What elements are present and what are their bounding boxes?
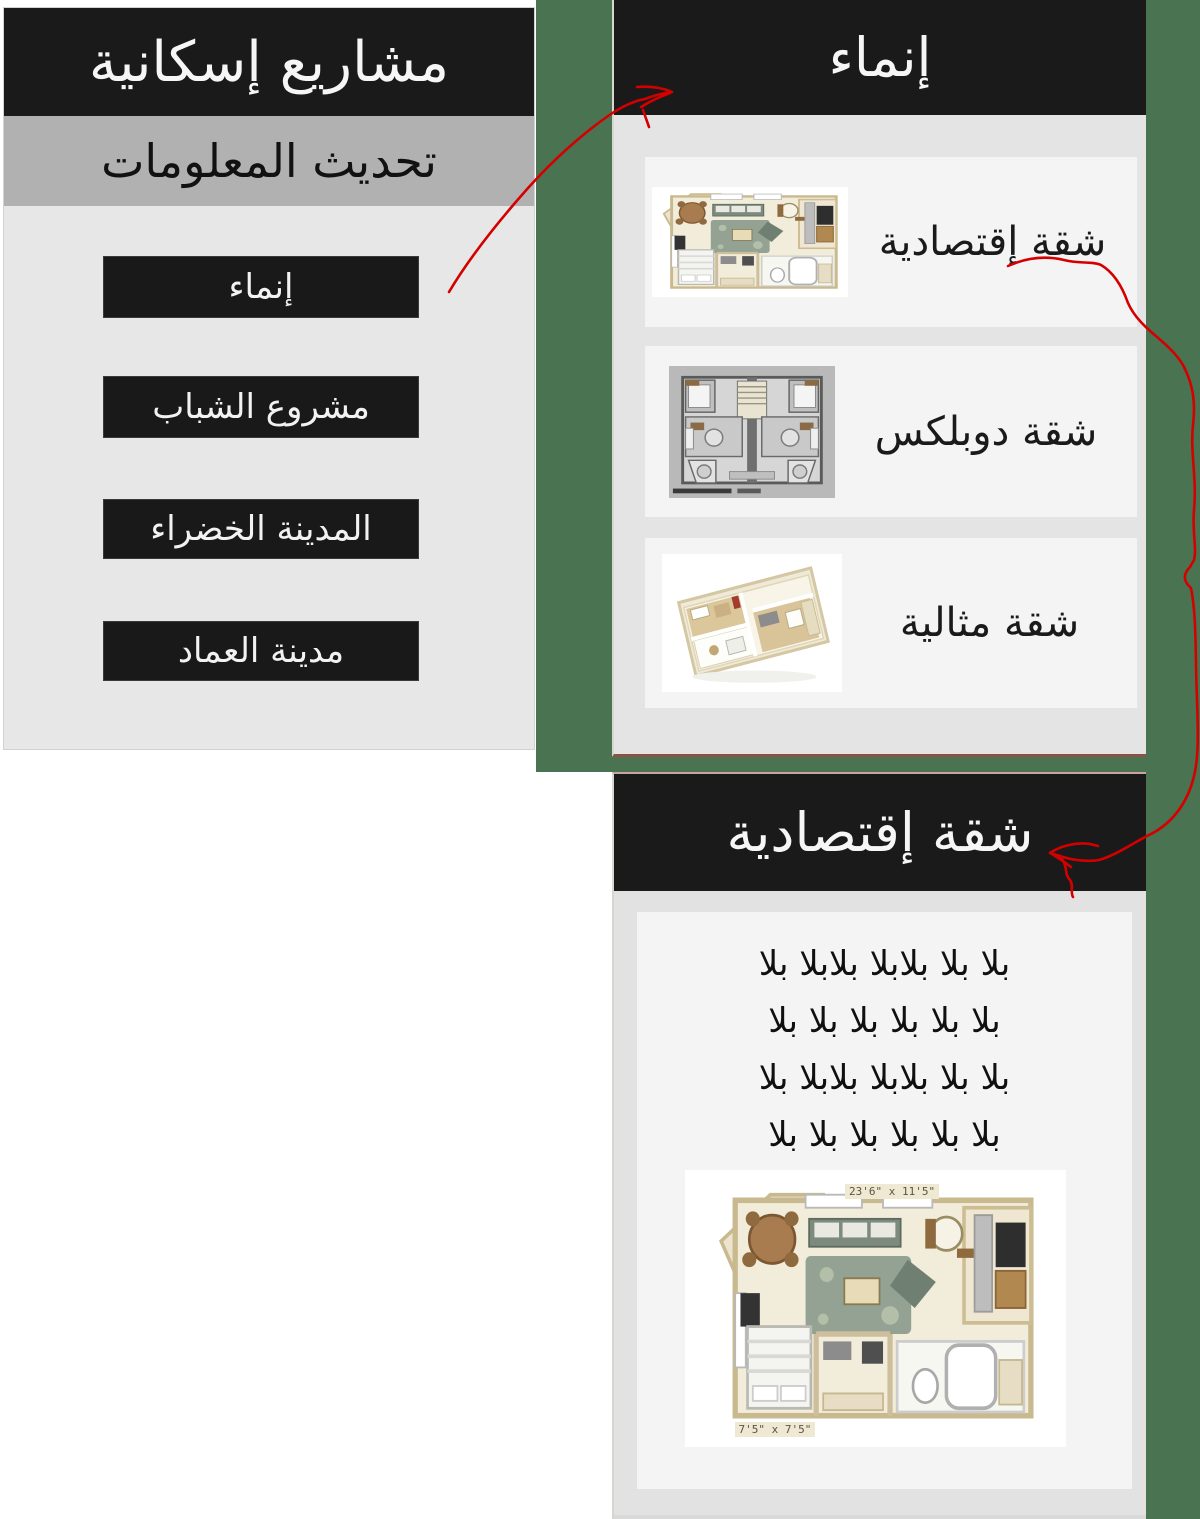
list-item-economic-apartment[interactable] — [645, 157, 1137, 327]
studio-floor-plan-image — [652, 187, 848, 297]
nav-button-youth-project[interactable]: مشروع الشباب — [103, 376, 419, 438]
inmaa-panel-title: إنماء — [614, 0, 1146, 115]
ideal-floor-plan-image — [662, 554, 842, 692]
economic-apartment-detail-title: شقة إقتصادية — [614, 774, 1146, 891]
ideal-apartment-label: شقة مثالية — [899, 600, 1080, 646]
nav-button-imad-city[interactable]: مدينة العماد — [103, 621, 419, 681]
economic-apartment-label: شقة إقتصادية — [878, 219, 1107, 265]
nav-button-inmaa[interactable]: إنماء — [103, 256, 419, 318]
placeholder-line: بلا بلا بلابلا بلابلا بلا — [758, 944, 1011, 984]
placeholder-line: بلا بلا بلا بلا بلا بلا — [768, 1115, 1001, 1155]
nav-button-green-city[interactable]: المدينة الخضراء — [103, 499, 419, 559]
update-info-banner[interactable]: تحديث المعلومات — [4, 116, 534, 206]
list-item-duplex-apartment[interactable] — [645, 346, 1137, 517]
duplex-apartment-label: شقة دوبلكس — [874, 408, 1098, 455]
placeholder-line: بلا بلا بلا بلا بلا بلا — [768, 1001, 1001, 1041]
placeholder-line: بلا بلا بلابلا بلابلا بلا — [758, 1058, 1011, 1098]
housing-projects-panel — [3, 7, 535, 750]
economic-apartment-detail-panel — [612, 772, 1146, 1519]
duplex-floor-plan-image — [669, 366, 835, 498]
list-item-ideal-apartment[interactable] — [645, 538, 1137, 708]
detail-content-card — [637, 912, 1132, 1489]
economic-apartment-floor-plan-image — [685, 1170, 1066, 1447]
inmaa-apartments-panel — [612, 0, 1146, 757]
background-gap-right — [1146, 0, 1200, 1519]
background-gap-horizontal — [612, 757, 1200, 772]
background-gap-vertical — [536, 0, 612, 772]
detail-placeholder-text — [637, 936, 1132, 1164]
panel-bottom-edge — [614, 1515, 1146, 1519]
plan-dimension-bottom: 7'5" x 7'5" — [735, 1422, 816, 1437]
plan-dimension-top: 23'6" x 11'5" — [845, 1184, 939, 1199]
housing-projects-title: مشاريع إسكانية — [4, 8, 534, 116]
